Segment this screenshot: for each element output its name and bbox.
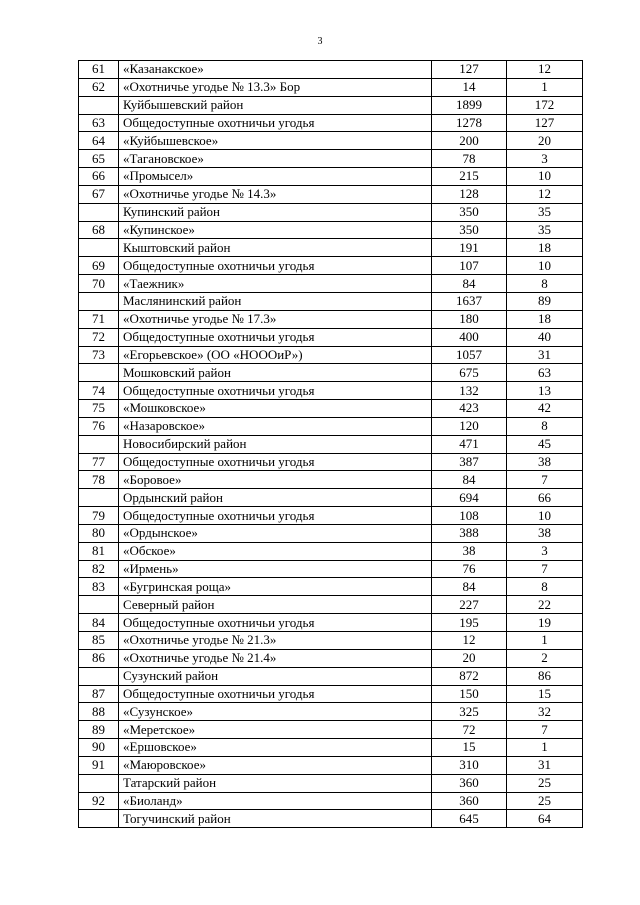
row-number: 69 [79,257,119,275]
row-value-a: 72 [432,721,507,739]
row-number: 79 [79,507,119,525]
row-value-a: 132 [432,382,507,400]
table-row [79,489,583,507]
row-name: «Ершовское» [119,739,432,757]
row-name: «Куйбышевское» [119,132,432,150]
table-row [79,132,583,150]
table-row [79,96,583,114]
row-number [79,203,119,221]
row-name: «Мошковское» [119,400,432,418]
row-value-a: 84 [432,275,507,293]
row-value-b: 31 [507,756,583,774]
table-row [79,453,583,471]
row-value-a: 128 [432,185,507,203]
row-value-a: 872 [432,667,507,685]
table-row [79,810,583,828]
row-name: «Обское» [119,542,432,560]
row-value-b: 8 [507,275,583,293]
row-value-b: 35 [507,221,583,239]
row-value-b: 18 [507,239,583,257]
row-number: 73 [79,346,119,364]
row-number [79,810,119,828]
row-value-b: 1 [507,632,583,650]
row-value-a: 675 [432,364,507,382]
table-row [79,310,583,328]
table-row [79,685,583,703]
row-name: Северный район [119,596,432,614]
row-number: 68 [79,221,119,239]
row-number: 67 [79,185,119,203]
row-value-b: 45 [507,435,583,453]
row-value-a: 127 [432,61,507,79]
row-value-b: 8 [507,417,583,435]
table-row [79,239,583,257]
row-value-b: 7 [507,721,583,739]
hunting-grounds-table [78,60,583,828]
row-number: 78 [79,471,119,489]
row-name: Маслянинский район [119,292,432,310]
row-name: Тогучинский район [119,810,432,828]
row-value-a: 120 [432,417,507,435]
row-number: 65 [79,150,119,168]
row-value-b: 63 [507,364,583,382]
row-value-a: 471 [432,435,507,453]
row-name: «Боровое» [119,471,432,489]
row-value-a: 694 [432,489,507,507]
row-value-a: 1278 [432,114,507,132]
table-row [79,257,583,275]
row-number [79,489,119,507]
table-row [79,203,583,221]
row-value-b: 1 [507,739,583,757]
row-value-b: 86 [507,667,583,685]
table-row [79,346,583,364]
row-value-a: 310 [432,756,507,774]
row-value-a: 200 [432,132,507,150]
table-body [79,61,583,828]
row-value-b: 19 [507,614,583,632]
row-value-b: 10 [507,257,583,275]
row-value-a: 325 [432,703,507,721]
row-name: «Промысел» [119,168,432,186]
row-value-a: 1637 [432,292,507,310]
row-name: «Ирмень» [119,560,432,578]
table-row [79,739,583,757]
row-number: 86 [79,649,119,667]
row-value-b: 38 [507,524,583,542]
row-name: Кыштовский район [119,239,432,257]
row-number [79,774,119,792]
row-value-a: 191 [432,239,507,257]
row-value-b: 172 [507,96,583,114]
row-value-b: 127 [507,114,583,132]
table-row [79,471,583,489]
row-value-a: 215 [432,168,507,186]
row-value-a: 180 [432,310,507,328]
row-number: 85 [79,632,119,650]
table-row [79,114,583,132]
row-number: 87 [79,685,119,703]
row-name: Общедоступные охотничьи угодья [119,257,432,275]
table-row [79,417,583,435]
row-name: «Охотничье угодье № 13.3» Бор [119,78,432,96]
row-name: Татарский район [119,774,432,792]
table-row [79,542,583,560]
row-value-b: 25 [507,792,583,810]
row-value-b: 42 [507,400,583,418]
table-row [79,667,583,685]
row-value-a: 1899 [432,96,507,114]
row-value-a: 84 [432,578,507,596]
row-value-a: 12 [432,632,507,650]
row-value-a: 20 [432,649,507,667]
row-number: 72 [79,328,119,346]
row-number: 74 [79,382,119,400]
table-row [79,721,583,739]
row-value-a: 108 [432,507,507,525]
row-value-b: 7 [507,471,583,489]
row-number: 82 [79,560,119,578]
row-name: Ордынский район [119,489,432,507]
table-row [79,560,583,578]
table-row [79,150,583,168]
row-value-b: 89 [507,292,583,310]
row-number: 92 [79,792,119,810]
row-name: «Биоланд» [119,792,432,810]
row-value-b: 12 [507,61,583,79]
row-number: 71 [79,310,119,328]
row-name: «Назаровское» [119,417,432,435]
row-number: 90 [79,739,119,757]
row-value-b: 20 [507,132,583,150]
row-number: 81 [79,542,119,560]
row-number: 84 [79,614,119,632]
row-value-a: 84 [432,471,507,489]
row-value-b: 1 [507,78,583,96]
row-name: «Охотничье угодье № 14.3» [119,185,432,203]
row-value-a: 38 [432,542,507,560]
row-name: «Охотничье угодье № 21.3» [119,632,432,650]
table-row [79,61,583,79]
row-value-b: 10 [507,507,583,525]
row-name: «Маюровское» [119,756,432,774]
row-value-a: 227 [432,596,507,614]
row-value-b: 64 [507,810,583,828]
row-number: 62 [79,78,119,96]
row-name: «Бугринская роща» [119,578,432,596]
row-value-b: 10 [507,168,583,186]
row-value-b: 15 [507,685,583,703]
table-row [79,774,583,792]
table-row [79,756,583,774]
row-name: Общедоступные охотничьи угодья [119,614,432,632]
table-row [79,400,583,418]
table-row [79,275,583,293]
row-value-a: 423 [432,400,507,418]
table-row [79,292,583,310]
row-name: «Меретское» [119,721,432,739]
row-name: Сузунский район [119,667,432,685]
row-value-b: 40 [507,328,583,346]
row-number: 83 [79,578,119,596]
row-name: Общедоступные охотничьи угодья [119,507,432,525]
row-value-a: 15 [432,739,507,757]
row-name: Общедоступные охотничьи угодья [119,328,432,346]
row-value-b: 7 [507,560,583,578]
row-number: 91 [79,756,119,774]
table-row [79,168,583,186]
row-name: «Тагановское» [119,150,432,168]
row-name: Общедоступные охотничьи угодья [119,114,432,132]
table-row [79,185,583,203]
row-name: Мошковский район [119,364,432,382]
table-row [79,703,583,721]
row-number: 70 [79,275,119,293]
row-value-a: 387 [432,453,507,471]
row-value-a: 350 [432,221,507,239]
row-value-b: 8 [507,578,583,596]
row-name: «Таежник» [119,275,432,293]
row-value-b: 66 [507,489,583,507]
row-value-b: 18 [507,310,583,328]
row-number: 77 [79,453,119,471]
row-value-a: 78 [432,150,507,168]
table-row [79,792,583,810]
table-row [79,221,583,239]
row-name: Общедоступные охотничьи угодья [119,453,432,471]
row-value-b: 25 [507,774,583,792]
row-number: 66 [79,168,119,186]
page-number: 3 [317,36,323,47]
row-value-b: 12 [507,185,583,203]
row-value-b: 3 [507,150,583,168]
table-row [79,524,583,542]
table-row [79,649,583,667]
table-row [79,507,583,525]
row-value-b: 38 [507,453,583,471]
table-row [79,596,583,614]
row-value-a: 645 [432,810,507,828]
row-name: «Охотничье угодье № 17.3» [119,310,432,328]
row-value-a: 400 [432,328,507,346]
row-name: «Купинское» [119,221,432,239]
row-value-a: 350 [432,203,507,221]
row-name: «Казанакское» [119,61,432,79]
row-value-b: 31 [507,346,583,364]
row-number: 61 [79,61,119,79]
row-name: «Сузунское» [119,703,432,721]
row-name: Куйбышевский район [119,96,432,114]
row-value-a: 388 [432,524,507,542]
table-row [79,328,583,346]
row-number [79,667,119,685]
row-number: 76 [79,417,119,435]
row-name: «Охотничье угодье № 21.4» [119,649,432,667]
row-value-b: 13 [507,382,583,400]
row-value-b: 22 [507,596,583,614]
row-number: 80 [79,524,119,542]
row-number: 75 [79,400,119,418]
row-value-a: 195 [432,614,507,632]
row-value-b: 3 [507,542,583,560]
row-value-b: 32 [507,703,583,721]
row-number [79,239,119,257]
row-number [79,364,119,382]
row-value-a: 107 [432,257,507,275]
table-row [79,78,583,96]
row-value-b: 35 [507,203,583,221]
table-row [79,435,583,453]
row-value-a: 76 [432,560,507,578]
row-name: Новосибирский район [119,435,432,453]
row-value-a: 360 [432,774,507,792]
table-row [79,614,583,632]
row-name: Купинский район [119,203,432,221]
row-number [79,435,119,453]
row-value-a: 14 [432,78,507,96]
table-row [79,364,583,382]
row-value-b: 2 [507,649,583,667]
table-row [79,578,583,596]
row-name: «Егорьевское» (ОО «НОООиР») [119,346,432,364]
row-name: Общедоступные охотничьи угодья [119,685,432,703]
row-number: 89 [79,721,119,739]
row-number [79,96,119,114]
row-number: 64 [79,132,119,150]
row-number: 63 [79,114,119,132]
row-value-a: 150 [432,685,507,703]
table-row [79,382,583,400]
row-number [79,292,119,310]
row-number [79,596,119,614]
row-value-a: 1057 [432,346,507,364]
row-number: 88 [79,703,119,721]
row-name: «Ордынское» [119,524,432,542]
row-value-a: 360 [432,792,507,810]
row-name: Общедоступные охотничьи угодья [119,382,432,400]
table-row [79,632,583,650]
